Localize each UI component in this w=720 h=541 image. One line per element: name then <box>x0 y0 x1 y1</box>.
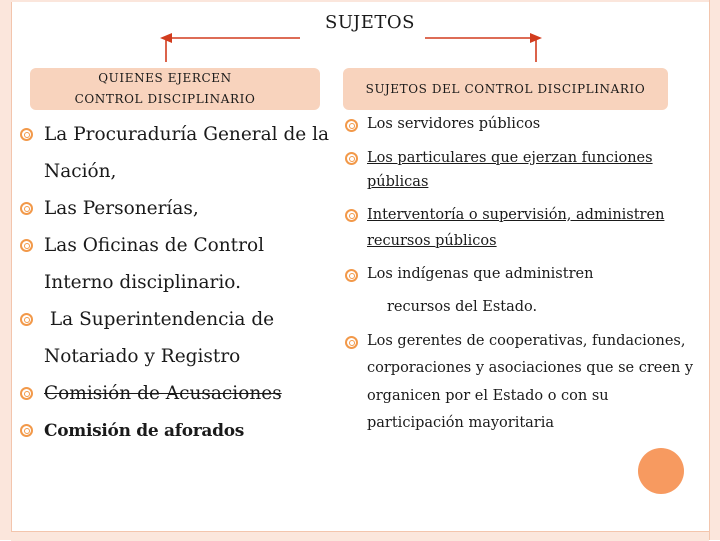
item-text: Las Personerías, <box>44 198 199 219</box>
list-item <box>345 202 695 254</box>
item-text: Interventoría o supervisión, administren recursos públicos <box>367 206 665 249</box>
page-title: SUJETOS <box>300 12 440 33</box>
item-text: Los particulares que ejerzan funciones públicas <box>367 149 653 190</box>
right-header: SUJETOS DEL CONTROL DISCIPLINARIO <box>343 68 668 110</box>
item-text: La Superintendencia de Notariado y Registro <box>44 309 281 367</box>
circle-bullet-icon <box>345 209 358 222</box>
item-text: Comisión de Acusaciones <box>44 383 282 404</box>
subjects-list <box>345 111 695 445</box>
circle-bullet-icon <box>20 239 33 252</box>
circle-bullet-icon <box>345 336 358 349</box>
item-text: Las Oficinas de Control Interno disciplinario. <box>44 235 265 293</box>
decorative-circle <box>638 448 684 494</box>
circle-bullet-icon <box>345 119 358 132</box>
list-item <box>20 116 330 190</box>
list-item <box>345 328 695 438</box>
list-item <box>345 261 695 322</box>
circle-bullet-icon <box>345 152 358 165</box>
list-item <box>345 111 695 139</box>
list-item <box>20 190 330 227</box>
list-item <box>20 227 330 301</box>
controllers-list <box>20 116 330 450</box>
left-header: QUIENES EJERCEN CONTROL DISCIPLINARIO <box>30 68 320 110</box>
item-text: Los indígenas que administren <box>367 265 594 282</box>
circle-bullet-icon <box>20 387 33 400</box>
item-text: La Procuraduría General de la Nación, <box>44 124 330 182</box>
circle-bullet-icon <box>20 313 33 326</box>
list-item <box>20 412 330 450</box>
item-text: Comisión de aforados <box>44 421 245 441</box>
item-text-continuation: recursos del Estado. <box>387 299 538 315</box>
list-item <box>345 146 695 194</box>
list-item <box>20 301 330 375</box>
item-text: Los gerentes de cooperativas, fundaciones, corporaciones y asociaciones que se creen y organicen por el Estado o con su participación mayoritaria <box>367 332 694 431</box>
circle-bullet-icon <box>20 128 33 141</box>
list-item <box>20 375 330 412</box>
circle-bullet-icon <box>345 269 358 282</box>
circle-bullet-icon <box>20 424 33 437</box>
item-text: Los servidores públicos <box>367 116 541 132</box>
circle-bullet-icon <box>20 202 33 215</box>
